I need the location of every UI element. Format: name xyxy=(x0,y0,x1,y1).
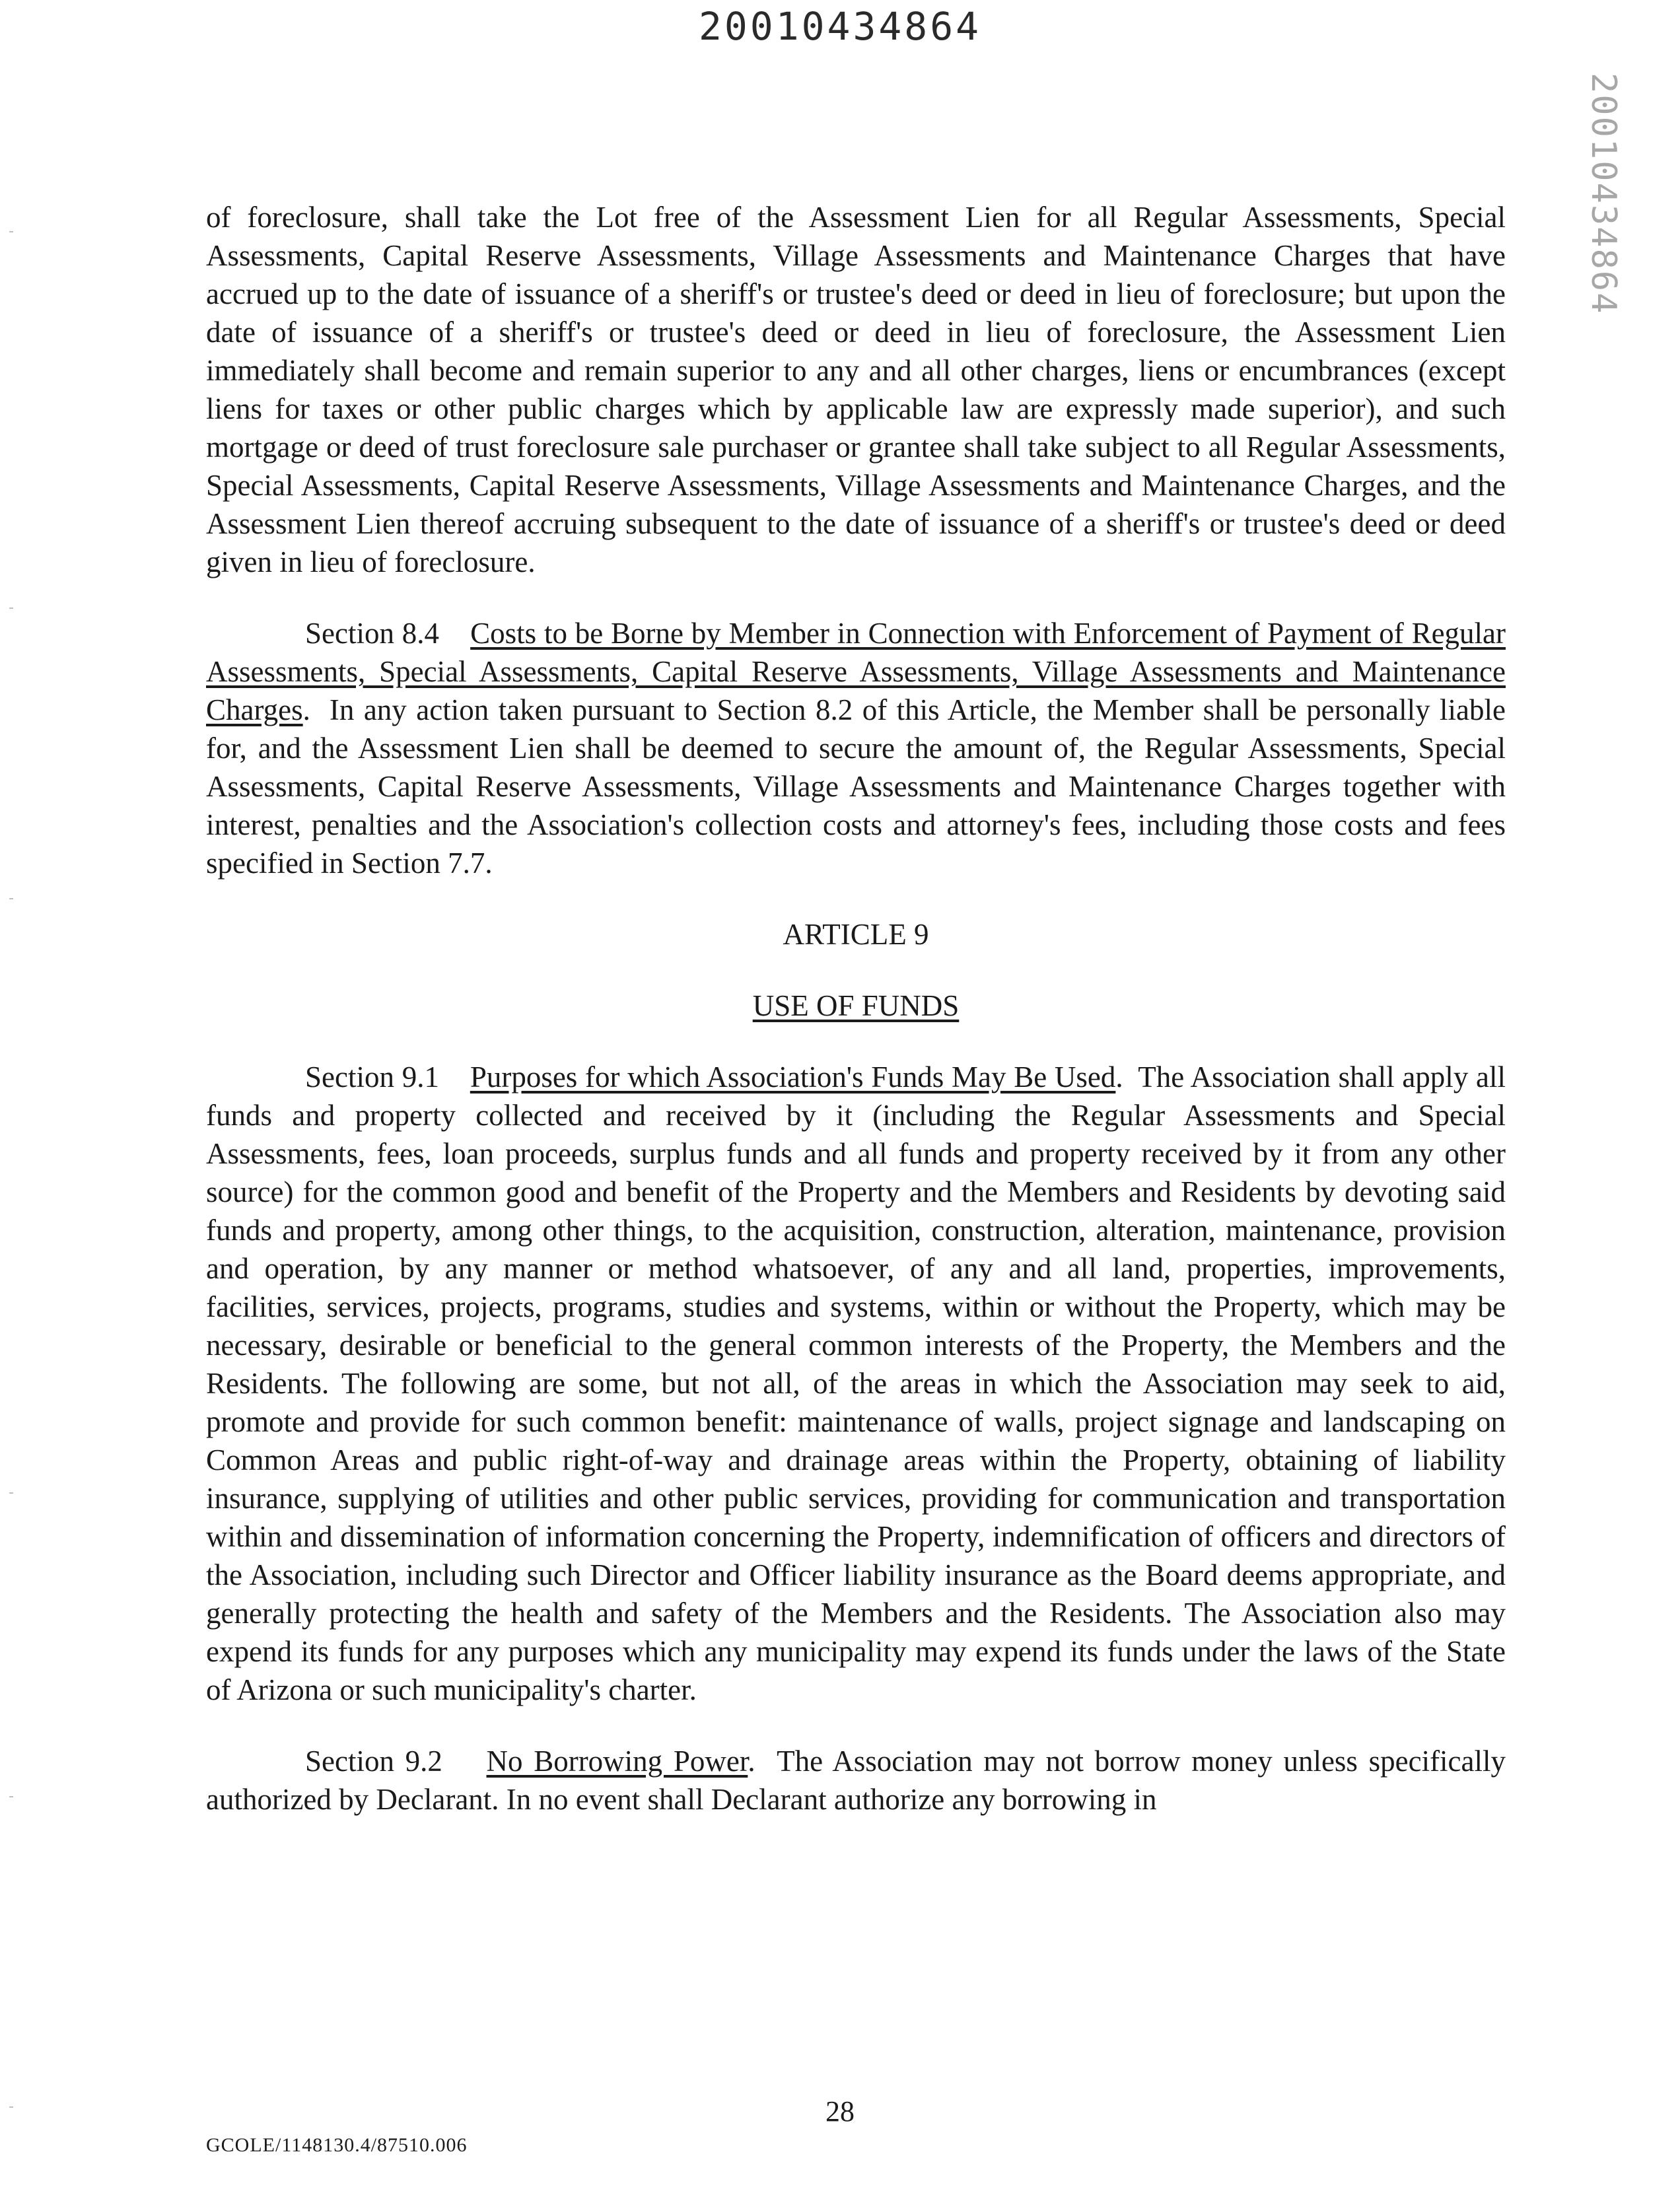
section-8-4-title: Costs to be Borne by Member in Connection with Enforcement of Payment of Regular Assessments, Special Assessments, Capital Reserve Assessments, Village Assessments and Maintenance Charges xyxy=(206,617,1506,726)
section-8-4-body: In any action taken pursuant to Section 8.2 of this Article, the Member shall be personally liable for, and the Assessment Lien shall be deemed to secure the amount of, the Regular Assessments, Special Assessments, Capital Reserve Assessments, Village Assessments and Maintenance Charges together with interest, penalties and the Association's collection costs and attorney's fees, including those costs and fees specified in Section 7.7. xyxy=(206,693,1506,880)
section-9-1: Section 9.1 Purposes for which Association's Funds May Be Used. The Association shall apply all funds and property collected and received by it (including the Regular Assessments and Special Assessments, fees, loan proceeds, surplus funds and all funds and property received by it from any other source) for the common good and benefit of the Property and the Members and Residents by devoting said funds and property, among other things, to the acquisition, construction, alteration, maintenance, provision and operation, by any manner or method whatsoever, of any and all land, properties, improvements, facilities, services, projects, programs, studies and systems, within or without the Property, which may be necessary, desirable or beneficial to the general common interests of the Property, the Members and the Residents. The following are some, but not all, of the areas in which the Association may seek to aid, promote and provide for such common benefit: maintenance of walls, project signage and landscaping on Common Areas and public right-of-way and drainage areas within the Property, obtaining of liability insurance, supplying of utilities and other public services, providing for communication and transportation within and dissemination of information concerning the Property, indemnification of officers and directors of the Association, including such Director and Officer liability insurance as the Board deems appropriate, and generally protecting the health and safety of the Members and the Residents. The Association also may expend its funds for any purposes which any municipality may expend its funds under the laws of the State of Arizona or such municipality's charter. xyxy=(206,1060,1506,1706)
recording-number: 20010434864 xyxy=(698,4,982,49)
section-9-2-title: No Borrowing Power xyxy=(486,1745,748,1778)
scan-edge-mark xyxy=(9,1492,13,1494)
section-9-2-label: Section 9.2 xyxy=(305,1745,442,1778)
section-9-1-body: The Association shall apply all funds and property collected and received by it (including the Regular Assessments and Special Assessments, fees, loan proceeds, surplus funds and all funds and property received by it from any other source) for the common good and benefit of the Property and the Members and Residents by devoting said funds and property, among other things, to the acquisition, construction, alteration, maintenance, provision and operation, by any manner or method whatsoever, of any and all land, properties, improvements, facilities, services, projects, programs, studies and systems, within or without the Property, which may be necessary, desirable or beneficial to the general common interests of the Property, the Members and the Residents. The following are some, but not all, of the areas in which the Association may seek to aid, promote and provide for such common benefit: maintenance of walls, project signage and landscaping on Common Areas and public right-of-way and drainage areas within the Property, obtaining of liability insurance, supplying of utilities and other public services, providing for communication and transportation within and dissemination of information concerning the Property, indemnification of officers and directors of the Association, including such Director and Officer liability insurance as the Board deems appropriate, and generally protecting the health and safety of the Members and the Residents. The Association also may expend its funds for any purposes which any municipality may expend its funds under the laws of the State of Arizona or such municipality's charter. xyxy=(206,1060,1506,1706)
article-heading: ARTICLE 9 xyxy=(783,918,929,951)
paragraph-foreclosure: of foreclosure, shall take the Lot free of the Assessment Lien for all Regular Assessments, Special Assessments, Capital Reserve Assessments, Village Assessments and Maintenance Charges that have accrued up to the date of issuance of a sheriff's or trustee's deed or deed in lieu of foreclosure; but upon the date of issuance of a sheriff's or trustee's deed or deed in lieu of foreclosure, the Assessment Lien immediately shall become and remain superior to any and all other charges, liens or encumbrances (except liens for taxes or other public charges which by applicable law are expressly made superior), and such mortgage or deed of trust foreclosure sale purchaser or grantee shall take subject to all Regular Assessments, Special Assessments, Capital Reserve Assessments, Village Assessments and Maintenance Charges, and the Assessment Lien thereof accruing subsequent to the date of issuance of a sheriff's or trustee's deed or deed given in lieu of foreclosure. xyxy=(206,201,1506,578)
scan-edge-mark xyxy=(9,608,13,609)
section-9-1-title: Purposes for which Association's Funds May Be Used xyxy=(470,1060,1116,1094)
article-title xyxy=(206,987,1506,1025)
section-8-4-label: Section 8.4 xyxy=(305,617,440,650)
article-title-text: USE OF FUNDS xyxy=(752,989,960,1022)
scan-edge-mark xyxy=(9,1796,13,1797)
section-9-2-body: The Association may not borrow money unless specifically authorized by Declarant. In no event shall Declarant authorize any borrowing in xyxy=(206,1745,1506,1816)
page-number: 28 xyxy=(825,2095,855,2128)
side-recording-stamp: 20010434864 xyxy=(1584,73,1623,315)
scan-edge-mark xyxy=(9,231,13,232)
document-body xyxy=(206,198,1506,1852)
section-9-1-label: Section 9.1 xyxy=(305,1060,439,1094)
document-reference: GCOLE/1148130.4/87510.006 xyxy=(206,2134,468,2156)
scan-edge-mark xyxy=(9,898,13,899)
section-8-4: Section 8.4 Costs to be Borne by Member in Connection with Enforcement of Payment of Regular Assessments, Special Assessments, Capital Reserve Assessments, Village Assessments and Maintenance Charges. In any action taken pursuant to Section 8.2 of this Article, the Member shall be personally liable for, and the Assessment Lien shall be deemed to secure the amount of, the Regular Assessments, Special Assessments, Capital Reserve Assessments, Village Assessments and Maintenance Charges together with interest, penalties and the Association's collection costs and attorney's fees, including those costs and fees specified in Section 7.7. xyxy=(206,617,1506,880)
section-9-2: Section 9.2 No Borrowing Power. The Association may not borrow money unless specifically authorized by Declarant. In no event shall Declarant authorize any borrowing in xyxy=(206,1745,1506,1816)
